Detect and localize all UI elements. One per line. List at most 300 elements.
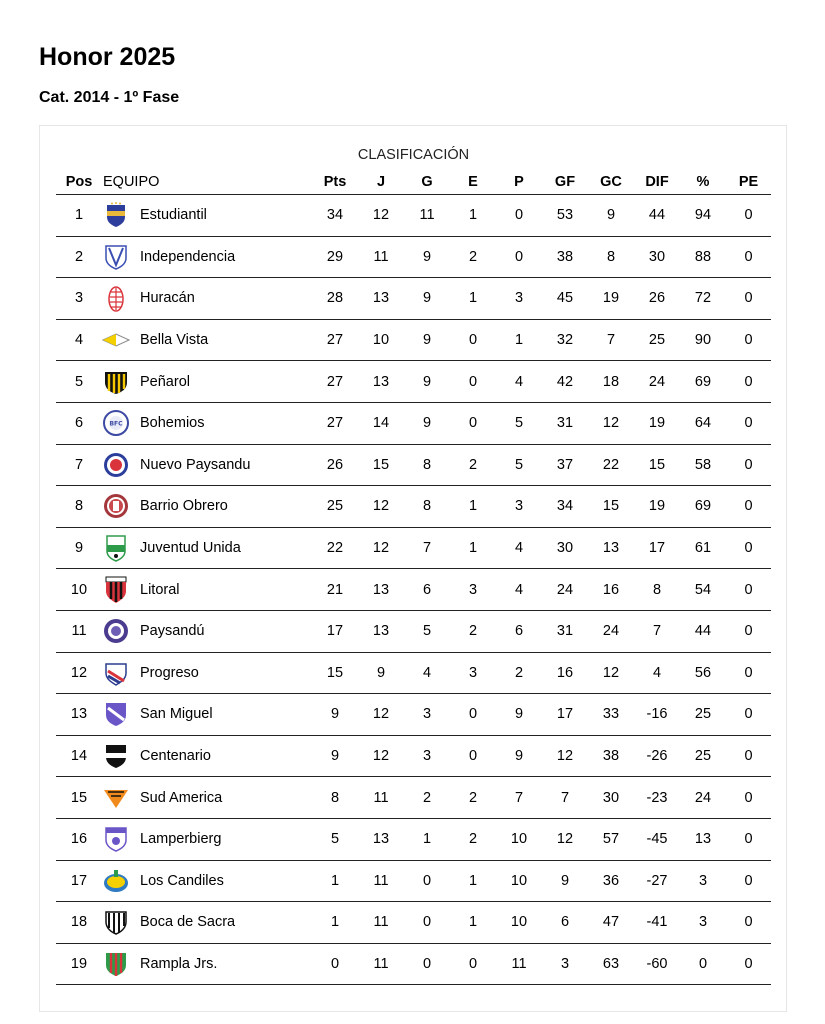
team-name[interactable]: Litoral [140,581,180,598]
cell-pts: 8 [312,777,358,819]
cell-g: 4 [404,652,450,694]
table-row[interactable] [56,818,771,860]
estudiantil-crest-icon [102,201,130,229]
cell-pos: 11 [56,610,102,652]
cell-e: 2 [450,610,496,652]
team-cell [102,278,312,320]
cell-pos: 16 [56,818,102,860]
cell-pts: 25 [312,486,358,528]
team-name[interactable]: Bohemios [140,415,205,432]
cell-j: 11 [358,902,404,944]
cell-dif: -23 [634,777,680,819]
cell-pts: 34 [312,195,358,237]
cell-pct: 0 [680,943,726,985]
cell-j: 11 [358,860,404,902]
cell-j: 13 [358,278,404,320]
cell-pct: 13 [680,818,726,860]
cell-g: 9 [404,278,450,320]
cell-p: 3 [496,278,542,320]
cell-pct: 64 [680,402,726,444]
cell-pts: 26 [312,444,358,486]
cell-pos: 6 [56,402,102,444]
cell-gc: 63 [588,943,634,985]
team-cell [102,319,312,361]
team-cell [102,652,312,694]
cell-g: 9 [404,361,450,403]
cell-pe: 0 [726,860,771,902]
cell-j: 13 [358,610,404,652]
progreso-crest-icon [102,659,130,687]
san-miguel-crest-icon [102,700,130,728]
cell-gf: 31 [542,610,588,652]
svg-text:BFC: BFC [109,420,123,428]
team-cell [102,195,312,237]
cell-e: 0 [450,735,496,777]
team-cell [102,236,312,278]
cell-pts: 27 [312,319,358,361]
cell-gc: 13 [588,527,634,569]
cell-pct: 58 [680,444,726,486]
cell-pos: 4 [56,319,102,361]
cell-pos: 7 [56,444,102,486]
cell-pts: 15 [312,652,358,694]
cell-pe: 0 [726,818,771,860]
cell-pct: 88 [680,236,726,278]
cell-p: 4 [496,361,542,403]
team-name[interactable]: Barrio Obrero [140,498,228,515]
cell-e: 0 [450,361,496,403]
cell-p: 5 [496,444,542,486]
cell-pts: 21 [312,569,358,611]
cell-pts: 9 [312,735,358,777]
cell-pos: 15 [56,777,102,819]
cell-pos: 9 [56,527,102,569]
cell-gf: 38 [542,236,588,278]
header-pts[interactable]: Pts [312,170,358,195]
cell-pct: 25 [680,735,726,777]
cell-gf: 6 [542,902,588,944]
cell-gc: 22 [588,444,634,486]
cell-pts: 27 [312,361,358,403]
los-candiles-crest-icon [102,867,130,895]
cell-e: 1 [450,195,496,237]
cell-gf: 42 [542,361,588,403]
cell-pos: 18 [56,902,102,944]
cell-pe: 0 [726,777,771,819]
cell-p: 11 [496,943,542,985]
litoral-crest-icon [102,576,130,604]
header-gc[interactable]: GC [588,170,634,195]
team-cell [102,486,312,528]
cell-g: 0 [404,943,450,985]
cell-dif: 15 [634,444,680,486]
cell-e: 2 [450,818,496,860]
cell-p: 0 [496,195,542,237]
table-row[interactable] [56,943,771,985]
header-gf[interactable]: GF [542,170,588,195]
cell-gf: 12 [542,735,588,777]
cell-pos: 3 [56,278,102,320]
cell-gf: 17 [542,694,588,736]
header-equipo[interactable]: EQUIPO [102,170,312,195]
cell-pct: 72 [680,278,726,320]
team-cell [102,694,312,736]
cell-p: 6 [496,610,542,652]
table-row[interactable] [56,652,771,694]
cell-dif: -41 [634,902,680,944]
cell-g: 5 [404,610,450,652]
cell-g: 6 [404,569,450,611]
cell-g: 9 [404,319,450,361]
team-name[interactable]: Independencia [140,248,236,265]
cell-dif: 44 [634,195,680,237]
cell-pos: 14 [56,735,102,777]
cell-j: 11 [358,777,404,819]
table-row[interactable] [56,610,771,652]
page-title: Honor 2025 [39,43,176,71]
cell-j: 12 [358,486,404,528]
cell-gf: 37 [542,444,588,486]
cell-p: 2 [496,652,542,694]
header-p[interactable]: P [496,170,542,195]
cell-gc: 36 [588,860,634,902]
cell-e: 1 [450,486,496,528]
cell-pct: 69 [680,486,726,528]
table-row[interactable] [56,402,771,444]
team-cell [102,943,312,985]
table-row[interactable] [56,361,771,403]
cell-gf: 9 [542,860,588,902]
cell-pos: 13 [56,694,102,736]
team-name[interactable]: Paysandú [140,623,205,640]
bella-vista-crest-icon [102,326,130,354]
penarol-crest-icon [102,368,130,396]
centenario-crest-icon [102,742,130,770]
cell-p: 10 [496,860,542,902]
header-pos[interactable]: Pos [56,170,102,195]
cell-gc: 9 [588,195,634,237]
header-row [56,170,771,195]
team-cell [102,361,312,403]
cell-e: 1 [450,860,496,902]
cell-g: 9 [404,402,450,444]
cell-dif: -60 [634,943,680,985]
cell-e: 1 [450,902,496,944]
standings-table [56,170,771,985]
table-row[interactable] [56,278,771,320]
cell-gf: 30 [542,527,588,569]
team-name[interactable]: Juventud Unida [140,540,241,557]
cell-g: 8 [404,444,450,486]
cell-j: 12 [358,527,404,569]
team-cell [102,444,312,486]
team-cell [102,735,312,777]
cell-pe: 0 [726,236,771,278]
cell-pe: 0 [726,444,771,486]
table-row[interactable] [56,444,771,486]
table-row[interactable] [56,236,771,278]
table-row[interactable] [56,527,771,569]
cell-gc: 24 [588,610,634,652]
cell-e: 1 [450,278,496,320]
cell-gc: 47 [588,902,634,944]
cell-dif: 4 [634,652,680,694]
cell-p: 10 [496,902,542,944]
cell-e: 2 [450,444,496,486]
cell-j: 15 [358,444,404,486]
cell-gf: 7 [542,777,588,819]
cell-pts: 1 [312,902,358,944]
cell-dif: -26 [634,735,680,777]
team-name[interactable]: Sud America [140,789,223,806]
cell-g: 8 [404,486,450,528]
team-cell [102,569,312,611]
cell-gf: 31 [542,402,588,444]
cell-p: 4 [496,569,542,611]
cell-pct: 25 [680,694,726,736]
cell-gf: 32 [542,319,588,361]
cell-g: 2 [404,777,450,819]
cell-g: 3 [404,735,450,777]
sud-america-crest-icon [102,784,130,812]
cell-pe: 0 [726,278,771,320]
team-name[interactable]: Centenario [140,748,211,765]
cell-pct: 94 [680,195,726,237]
team-name[interactable]: Nuevo Paysandu [140,456,251,473]
cell-e: 2 [450,236,496,278]
cell-dif: 8 [634,569,680,611]
cell-pos: 10 [56,569,102,611]
cell-j: 13 [358,361,404,403]
table-row[interactable] [56,735,771,777]
cell-pe: 0 [726,610,771,652]
cell-g: 7 [404,527,450,569]
paysandu-crest-icon [102,617,130,645]
huracan-crest-icon [102,284,130,312]
lamperbierg-crest-icon [102,825,130,853]
cell-pct: 24 [680,777,726,819]
cell-gc: 7 [588,319,634,361]
cell-dif: -16 [634,694,680,736]
cell-gf: 45 [542,278,588,320]
header-j[interactable]: J [358,170,404,195]
cell-pe: 0 [726,569,771,611]
cell-pts: 5 [312,818,358,860]
cell-e: 1 [450,527,496,569]
cell-e: 0 [450,402,496,444]
cell-p: 0 [496,236,542,278]
cell-e: 2 [450,777,496,819]
table-row[interactable] [56,860,771,902]
cell-j: 12 [358,195,404,237]
cell-pe: 0 [726,361,771,403]
cell-p: 1 [496,319,542,361]
team-name[interactable]: Progreso [140,664,199,681]
table-row[interactable] [56,694,771,736]
cell-pct: 90 [680,319,726,361]
cell-dif: 17 [634,527,680,569]
team-cell [102,902,312,944]
table-header [56,170,771,195]
cell-j: 13 [358,569,404,611]
cell-pe: 0 [726,319,771,361]
table-row[interactable] [56,777,771,819]
table-row[interactable] [56,319,771,361]
cell-gf: 12 [542,818,588,860]
cell-pct: 3 [680,860,726,902]
table-caption: CLASIFICACIÓN [357,147,470,163]
cell-pe: 0 [726,735,771,777]
header-g[interactable]: G [404,170,450,195]
cell-g: 0 [404,860,450,902]
cell-gc: 18 [588,361,634,403]
rampla-jrs-crest-icon [102,950,130,978]
cell-pct: 61 [680,527,726,569]
cell-gf: 53 [542,195,588,237]
team-cell [102,860,312,902]
team-name[interactable]: Peñarol [140,373,190,390]
team-cell [102,527,312,569]
cell-pe: 0 [726,902,771,944]
nuevo-paysandu-crest-icon [102,451,130,479]
cell-p: 9 [496,735,542,777]
cell-gf: 16 [542,652,588,694]
juventud-unida-crest-icon [102,534,130,562]
barrio-obrero-crest-icon [102,492,130,520]
team-cell [102,402,312,444]
team-name[interactable]: Bella Vista [140,332,209,349]
cell-pts: 29 [312,236,358,278]
boca-de-sacra-crest-icon [102,908,130,936]
cell-pts: 0 [312,943,358,985]
team-name[interactable]: Lamperbierg [140,831,222,848]
header-e[interactable]: E [450,170,496,195]
cell-pts: 9 [312,694,358,736]
cell-g: 11 [404,195,450,237]
cell-gc: 19 [588,278,634,320]
team-name[interactable]: San Miguel [140,706,213,723]
cell-e: 0 [450,694,496,736]
team-name[interactable]: Rampla Jrs. [140,955,218,972]
cell-gf: 24 [542,569,588,611]
cell-pts: 27 [312,402,358,444]
cell-j: 13 [358,818,404,860]
cell-g: 9 [404,236,450,278]
cell-e: 3 [450,569,496,611]
table-row[interactable] [56,195,771,237]
standings-card [39,125,787,1012]
cell-gc: 30 [588,777,634,819]
independencia-crest-icon [102,243,130,271]
table-row[interactable] [56,569,771,611]
team-name[interactable]: Los Candiles [140,872,224,889]
cell-pe: 0 [726,486,771,528]
cell-pe: 0 [726,652,771,694]
cell-dif: 25 [634,319,680,361]
cell-pos: 2 [56,236,102,278]
cell-gc: 57 [588,818,634,860]
cell-dif: 7 [634,610,680,652]
cell-j: 14 [358,402,404,444]
team-cell [102,818,312,860]
cell-p: 7 [496,777,542,819]
cell-j: 11 [358,943,404,985]
cell-e: 0 [450,943,496,985]
cell-pct: 3 [680,902,726,944]
cell-pos: 19 [56,943,102,985]
team-name[interactable]: Huracán [140,290,195,307]
team-name[interactable]: Boca de Sacra [140,914,236,931]
cell-j: 9 [358,652,404,694]
cell-pts: 1 [312,860,358,902]
cell-j: 10 [358,319,404,361]
cell-gc: 16 [588,569,634,611]
cell-g: 1 [404,818,450,860]
cell-pos: 17 [56,860,102,902]
header-pe[interactable]: PE [726,170,771,195]
table-row[interactable] [56,902,771,944]
team-cell [102,777,312,819]
page-subtitle: Cat. 2014 - 1º Fase [39,89,180,106]
cell-dif: 19 [634,402,680,444]
cell-pos: 12 [56,652,102,694]
cell-j: 11 [358,236,404,278]
cell-dif: -45 [634,818,680,860]
cell-pct: 44 [680,610,726,652]
cell-gc: 38 [588,735,634,777]
cell-dif: 30 [634,236,680,278]
cell-gc: 15 [588,486,634,528]
cell-e: 0 [450,319,496,361]
cell-p: 5 [496,402,542,444]
team-name[interactable]: Estudiantil [140,207,207,224]
cell-pe: 0 [726,694,771,736]
table-body [56,195,771,985]
cell-pos: 5 [56,361,102,403]
cell-p: 3 [496,486,542,528]
cell-dif: 24 [634,361,680,403]
header-dif[interactable]: DIF [634,170,680,195]
cell-pos: 8 [56,486,102,528]
cell-pe: 0 [726,527,771,569]
cell-p: 4 [496,527,542,569]
cell-j: 12 [358,735,404,777]
team-cell [102,610,312,652]
cell-p: 9 [496,694,542,736]
cell-pe: 0 [726,195,771,237]
cell-pts: 17 [312,610,358,652]
cell-j: 12 [358,694,404,736]
table-row[interactable] [56,486,771,528]
cell-dif: 19 [634,486,680,528]
cell-pe: 0 [726,402,771,444]
cell-gc: 12 [588,402,634,444]
cell-gc: 33 [588,694,634,736]
cell-gc: 8 [588,236,634,278]
cell-p: 10 [496,818,542,860]
cell-gc: 12 [588,652,634,694]
cell-g: 3 [404,694,450,736]
cell-pct: 69 [680,361,726,403]
cell-gf: 34 [542,486,588,528]
cell-g: 0 [404,902,450,944]
header-pct[interactable]: % [680,170,726,195]
cell-pts: 22 [312,527,358,569]
cell-gf: 3 [542,943,588,985]
cell-pts: 28 [312,278,358,320]
cell-dif: 26 [634,278,680,320]
cell-e: 3 [450,652,496,694]
